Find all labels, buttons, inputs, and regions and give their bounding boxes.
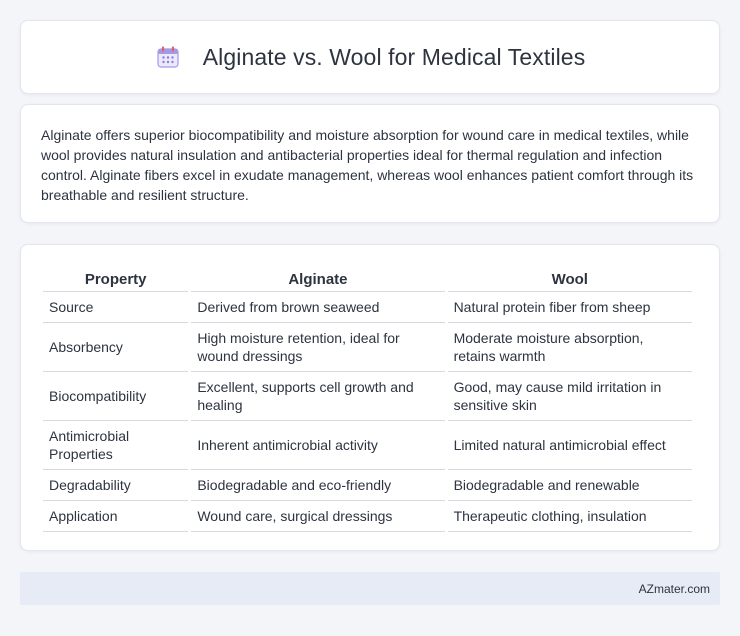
footer-brand[interactable]: AZmater.com — [638, 581, 710, 596]
summary-text: Alginate offers superior biocompatibility and moisture absorption for wound care in medical textiles, while wool provides natural insulation and antibacterial properties ideal for thermal regulation and infection control. Alginate fibers excel in exudate management, whereas wool enhances patient comfort through its breathable and resilient structure. — [41, 127, 694, 203]
column-header-wool: Wool — [448, 263, 692, 292]
column-header-alginate: Alginate — [191, 263, 444, 292]
alginate-cell: High moisture retention, ideal for wound dressings — [191, 323, 444, 372]
page-title: Alginate vs. Wool for Medical Textiles — [202, 43, 586, 70]
wool-cell: Therapeutic clothing, insulation — [448, 501, 692, 532]
wool-cell: Natural protein fiber from sheep — [448, 292, 692, 323]
alginate-cell: Derived from brown seaweed — [191, 292, 444, 323]
alginate-cell: Biodegradable and eco-friendly — [191, 470, 444, 501]
property-cell: Biocompatibility — [43, 372, 188, 421]
wool-cell: Good, may cause mild irritation in sensitive skin — [448, 372, 692, 421]
wool-cell: Limited natural antimicrobial effect — [448, 421, 692, 470]
table-row — [43, 501, 692, 532]
alginate-cell: Inherent antimicrobial activity — [191, 421, 444, 470]
wool-cell: Biodegradable and renewable — [448, 470, 692, 501]
comparison-table-card — [20, 244, 720, 551]
alginate-cell: Excellent, supports cell growth and healing — [191, 372, 444, 421]
footer — [20, 572, 720, 605]
alginate-cell: Wound care, surgical dressings — [191, 501, 444, 532]
title-card — [20, 20, 720, 94]
column-header-property: Property — [43, 263, 188, 292]
property-cell: Absorbency — [43, 323, 188, 372]
property-cell: Application — [43, 501, 188, 532]
calendar-icon — [155, 44, 181, 70]
table-header-row — [43, 263, 692, 292]
wool-cell: Moderate moisture absorption, retains warmth — [448, 323, 692, 372]
table-row — [43, 372, 692, 421]
property-cell: Antimicrobial Properties — [43, 421, 188, 470]
comparison-table — [40, 263, 695, 532]
table-row — [43, 292, 692, 323]
property-cell: Degradability — [43, 470, 188, 501]
property-cell: Source — [43, 292, 188, 323]
table-row — [43, 470, 692, 501]
table-row — [43, 323, 692, 372]
summary-card — [20, 104, 720, 223]
table-row — [43, 421, 692, 470]
